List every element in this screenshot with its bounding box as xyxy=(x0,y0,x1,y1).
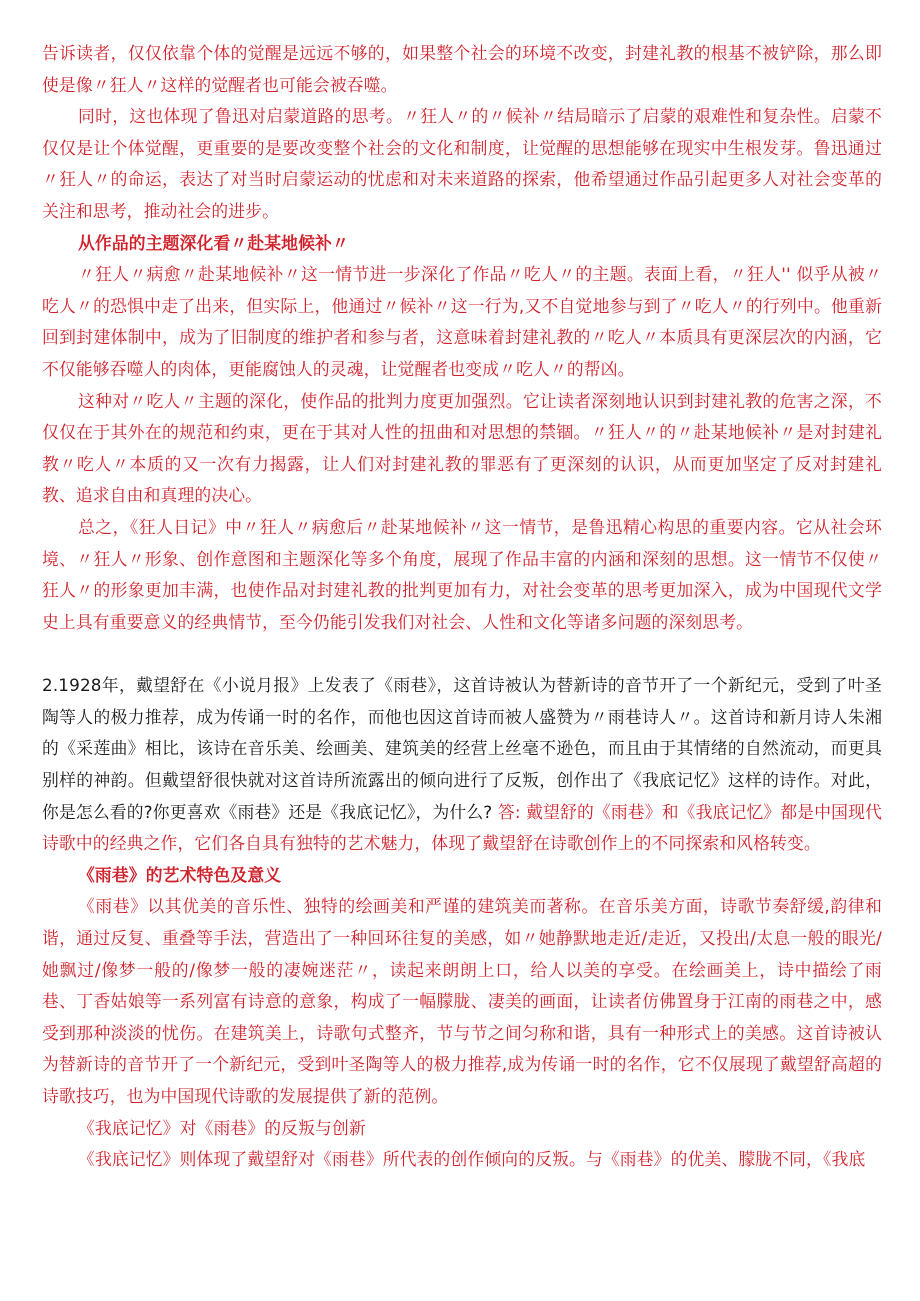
question-text: 2.1928年，戴望舒在《小说月报》上发表了《雨巷》，这首诗被认为替新诗的音节开了一个新纪元，受到了叶圣陶等人的极力推荐，成为传诵一时的名作，而他也因这首诗而被人盛赞为〃雨巷诗人〃。这首诗和新月诗人朱湘的《采莲曲》相比，该诗在音乐美、绘画美、建筑美的经营上丝毫不逊色，而且由于其情绪的自然流动，而更具别样的神韵。但戴望舒很快就对这首诗所流露出的倾向进行了反叛，创作出了《我底记忆》这样的诗作。对此，你是怎么看的?你更喜欢《雨巷》还是《我底记忆》，为什么? xyxy=(42,675,882,822)
paragraph-enlightenment: 同时，这也体现了鲁迅对启蒙道路的思考。〃狂人〃的〃候补〃结局暗示了启蒙的艰难性和复杂性。启蒙不仅仅是让个体觉醒，更重要的是要改变整个社会的文化和制度，让觉醒的思想能够在现实中生根发芽。鲁迅通过〃狂人〃的命运，表达了对当时启蒙运动的忧虑和对未来道路的探索，他希望通过作品引起更多人对社会变革的关注和思考，推动社会的进步。 xyxy=(42,106,882,221)
document-page xyxy=(42,38,882,1176)
section-heading-theme: 从作品的主题深化看〃赴某地候补〃 xyxy=(78,232,349,253)
paragraph-theme-2: 这种对〃吃人〃主题的深化，使作品的批判力度更加强烈。它让读者深刻地认识到封建礼教的危害之深，不仅仅在于其外在的规范和约束，更在于其对人性的扭曲和对思想的禁锢。〃狂人〃的〃赴某地候补〃是对封建礼教〃吃人〃本质的又一次有力揭露，让人们对封建礼教的罪恶有了更深刻的认识，从而更加坚定了反对封建礼教、追求自由和真理的决心。 xyxy=(42,390,882,506)
section-heading-yuxiang: 《雨巷》的艺术特色及意义 xyxy=(78,864,282,885)
paragraph-theme-1: 〃狂人〃病愈〃赴某地候补〃这一情节进一步深化了作品〃吃人〃的主题。表面上看，〃狂人'' 似乎从被〃吃人〃的恐惧中走了出来，但实际上，他通过〃候补〃这一行为,又不自觉地参与到了〃吃人〃的行列中。他重新回到封建体制中，成为了旧制度的维护者和参与者，这意味着封建礼教的〃吃人〃本质具有更深层次的内涵，它不仅能够吞噬人的肉体，更能腐蚀人的灵魂，让觉醒者也变成〃吃人〃的帮凶。 xyxy=(42,264,882,379)
answer-text: 答: 戴望舒的《雨巷》和《我底记忆》都是中国现代诗歌中的经典之作，它们各自具有独特的艺术魅力，体现了戴望舒在诗歌创作上的不同探索和风格转变。 xyxy=(42,801,883,854)
section-heading-jiyi: 《我底记忆》对《雨巷》的反叛与创新 xyxy=(78,1117,366,1138)
section-gap xyxy=(42,638,882,670)
paragraph-conclusion: 总之，《狂人日记》中〃狂人〃病愈后〃赴某地候补〃这一情节，是鲁迅精心构思的重要内容。它从社会环境、〃狂人〃形象、创作意图和主题深化等多个角度，展现了作品丰富的内涵和深刻的思想。这一情节不仅使〃狂人〃的形象更加丰满，也使作品对封建礼教的批判更加有力，对社会变革的思考更加深入，成为中国现代文学史上具有重要意义的经典情节，至今仍能引发我们对社会、人性和文化等诸多问题的深刻思考。 xyxy=(42,516,882,632)
paragraph-jiyi: 《我底记忆》则体现了戴望舒对《雨巷》所代表的创作倾向的反叛。与《雨巷》的优美、朦胧不同，《我底 xyxy=(78,1149,866,1170)
question-2 xyxy=(42,670,882,860)
paragraph-yuxiang: 《雨巷》以其优美的音乐性、独特的绘画美和严谨的建筑美而著称。在音乐美方面，诗歌节奏舒缓,韵律和谐，通过反复、重叠等手法，营造出了一种回环往复的美感，如〃她静默地走近/走近，又投出/太息一般的眼光/她飘过/像梦一般的/像梦一般的凄婉迷茫〃，读起来朗朗上口，给人以美的享受。在绘画美上，诗中描绘了雨巷、丁香姑娘等一系列富有诗意的意象，构成了一幅朦胧、凄美的画面，让读者仿佛置身于江南的雨巷之中，感受到那种淡淡的忧伤。在建筑美上，诗歌句式整齐，节与节之间匀称和谐，具有一种形式上的美感。这首诗被认为替新诗的音节开了一个新纪元，受到叶圣陶等人的极力推荐,成为传诵一时的名作，它不仅展现了戴望舒高超的诗歌技巧，也为中国现代诗歌的发展提供了新的范例。 xyxy=(42,896,882,1106)
paragraph-continued: 告诉读者，仅仅依靠个体的觉醒是远远不够的，如果整个社会的环境不改变，封建礼教的根基不被铲除，那么即使是像〃狂人〃这样的觉醒者也可能会被吞噬。 xyxy=(42,43,882,95)
